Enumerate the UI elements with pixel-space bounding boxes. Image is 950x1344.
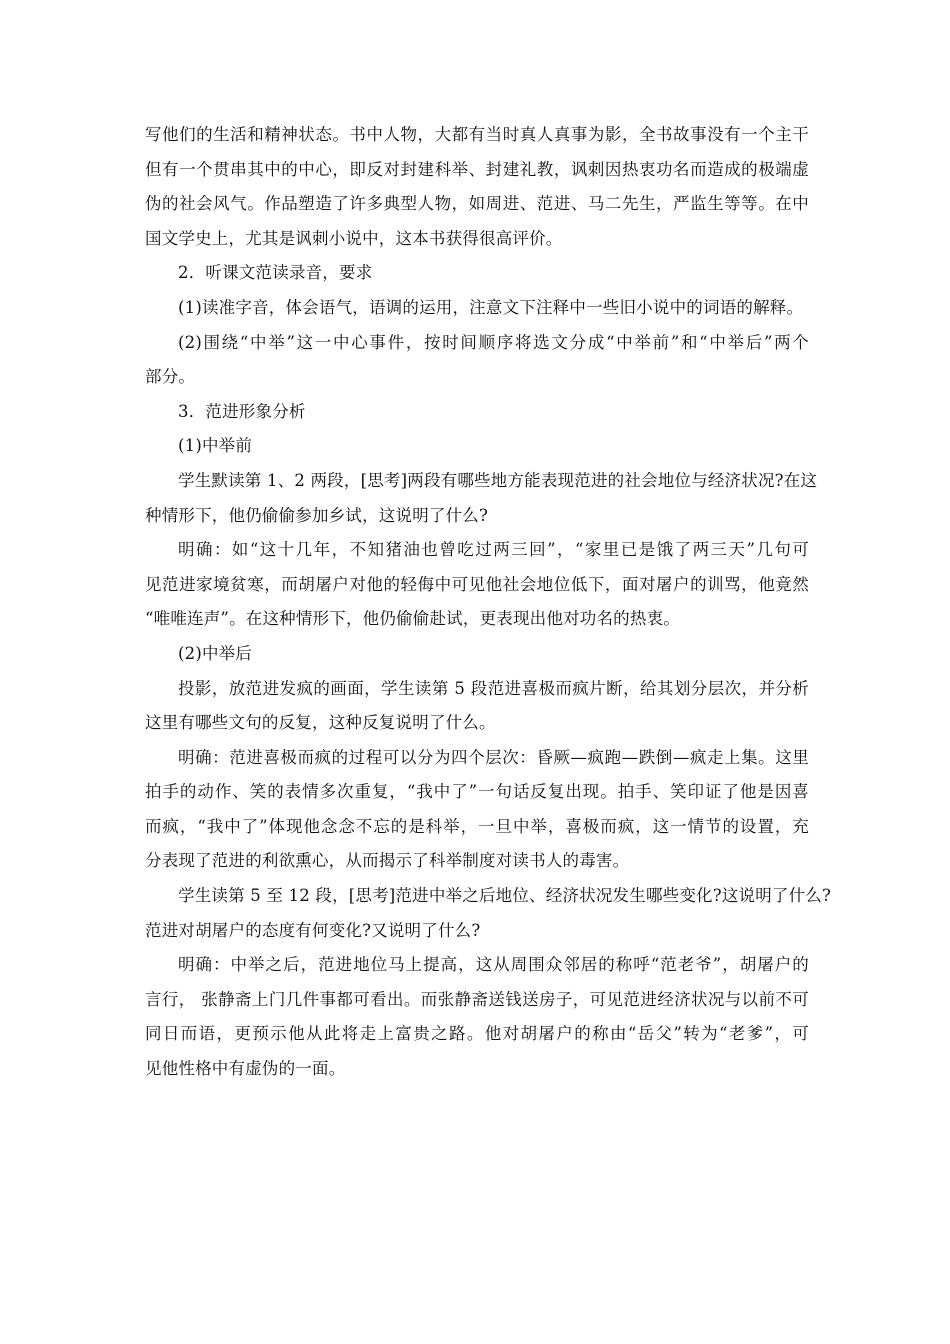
text-line: 同日而语，更预示他从此将走上富贵之路。他对胡屠户的称由“岳父”转为“老爹”，可 [145,1024,809,1044]
text-line: 而疯，“我中了”体现他念念不忘的是科举，一旦中举，喜极而疯，这一情节的设置，充 [145,816,809,836]
text-line: (2)围绕“中举”这一中心事件，按时间顺序将选文分成“中举前”和“中举后”两个 [178,332,809,352]
text-line: 分表现了范进的利欲熏心，从而揭示了科举制度对读书人的毒害。 [145,851,630,871]
text-line: 明确：如“这十几年，不知猪油也曾吃过两三回”，“家里已是饿了两三天”几句可 [178,540,809,560]
text-line: 2．听课文范读录音，要求 [178,263,373,283]
text-line: (1)读准字音，体会语气，语调的运用，注意文下注释中一些旧小说中的词语的解释。 [178,297,804,317]
text-line: 投影，放范进发疯的画面，学生读第 5 段范进喜极而疯片断，给其划分层次，并分析 [178,678,809,698]
text-line: (1)中举前 [178,436,253,456]
text-line: 这里有哪些文句的反复，这种反复说明了什么。 [145,713,496,733]
text-line: 3．范进形象分析 [178,401,306,421]
text-line: 写他们的生活和精神状态。书中人物，大都有当时真人真事为影，全书故事没有一个主干 [145,125,809,144]
text-line: 明确：中举之后，范进地位马上提高，这从周围众邻居的称呼“范老爷”，胡屠户的 [178,955,809,975]
text-line: 部分。 [145,367,196,387]
text-line: 见他性格中有虚伪的一面。 [145,1059,346,1079]
text-line: 拍手的动作、笑的表情多次重复，“我中了”一句话反复出现。拍手、笑印证了他是因喜 [145,782,809,802]
text-line: 伪的社会风气。作品塑造了许多典型人物，如周进、范进、马二先生，严监生等等。在中 [145,194,809,214]
text-line: 种情形下，他仍偷偷参加乡试，这说明了什么? [145,505,489,525]
text-line: 言行， 张静斋上门几件事都可看出。而张静斋送钱送房子，可见范进经济状况与以前不可 [145,989,809,1009]
document-page [145,118,832,1087]
text-line: 范进对胡屠户的态度有何变化?又说明了什么? [145,920,481,940]
text-line: 明确：范进喜极而疯的过程可以分为四个层次：昏厥—疯跑—跌倒—疯走上集。这里 [178,747,809,767]
text-line: 国文学史上，尤其是讽刺小说中，这本书获得很高评价。 [145,228,563,248]
text-line: “唯唯连声”。在这种情形下，他仍偷偷赴试，更表现出他对功名的热衷。 [145,609,680,629]
text-line: (2)中举后 [178,643,253,663]
text-line: 见范进家境贫寒，而胡屠户对他的轻侮中可见他社会地位低下，面对屠户的训骂，他竟然 [145,574,809,594]
text-line: 学生读第 5 至 12 段，[思考]范进中举之后地位、经济状况发生哪些变化?这说明了什么? [178,886,832,906]
text-line: 学生默读第 1、2 两段，[思考]两段有哪些地方能表现范进的社会地位与经济状况?在这 [178,470,818,490]
text-line: 但有一个贯串其中的中心，即反对封建科举、封建礼教，讽刺因热衷功名而造成的极端虚 [145,159,809,179]
